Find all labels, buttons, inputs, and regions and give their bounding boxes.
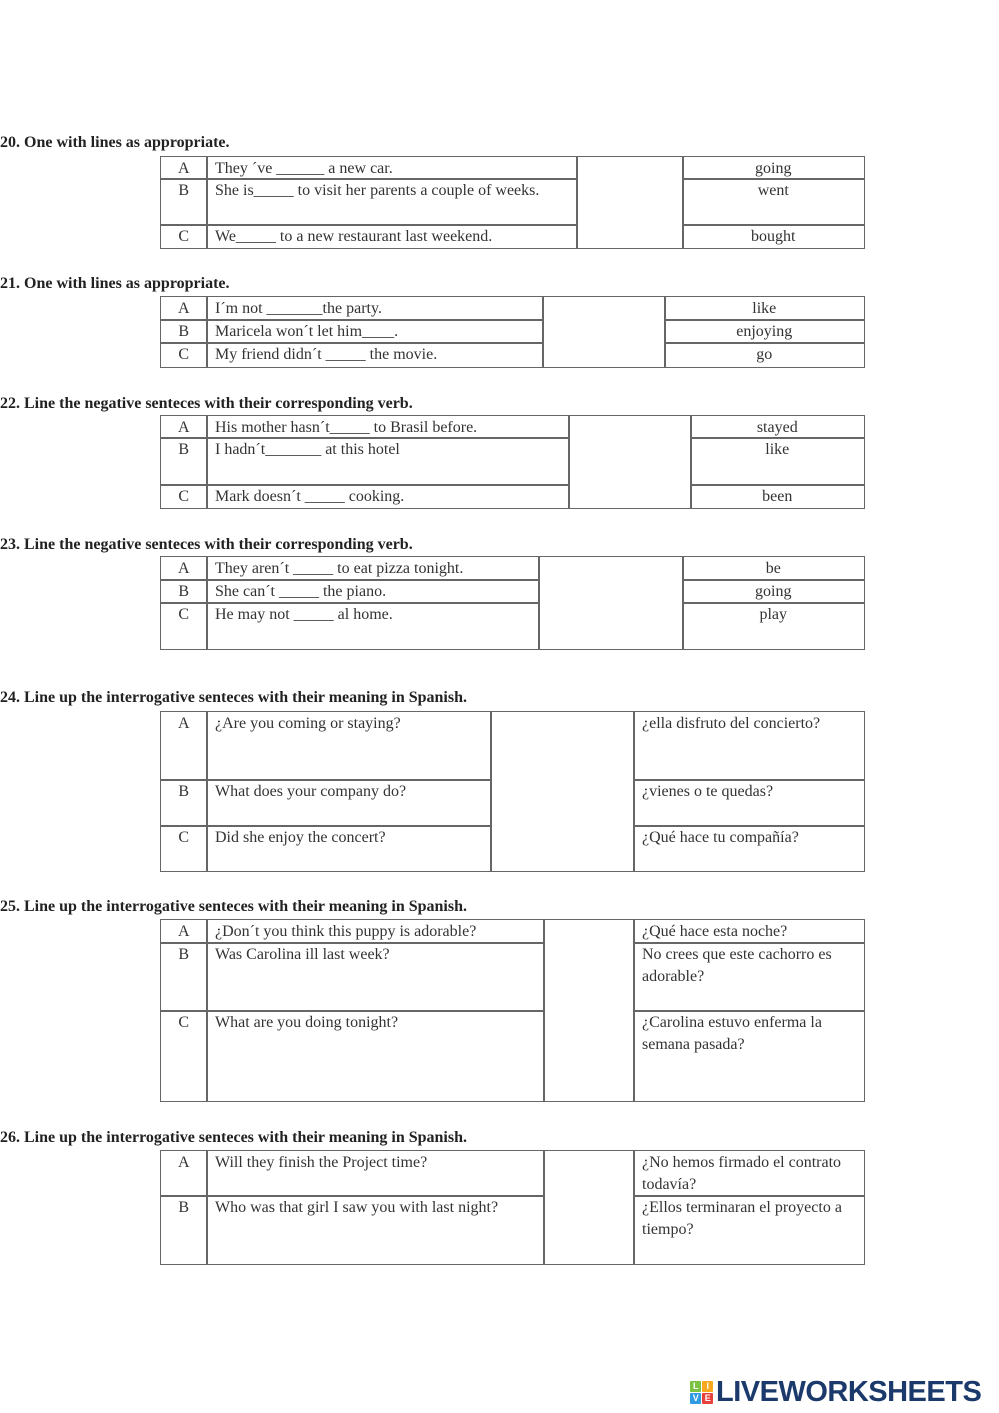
section-title: 24. Line up the interrogative senteces with their meaning in Spanish.: [0, 689, 467, 706]
sentence-cell: Will they finish the Project time?: [206, 1150, 545, 1197]
sentence-cell: My friend didn´t _____ the movie.: [206, 342, 544, 368]
row-letter: B: [160, 178, 208, 226]
row-letter: B: [160, 437, 208, 486]
sentence-cell: Who was that girl I saw you with last night?: [206, 1195, 545, 1265]
row-letter: C: [160, 224, 208, 249]
answer-cell[interactable]: ¿Ellos terminaran el proyecto a tiempo?: [633, 1195, 865, 1265]
row-letter: C: [160, 602, 208, 650]
sentence-cell: I´m not _______the party.: [206, 296, 544, 321]
sentence-cell: Was Carolina ill last week?: [206, 942, 545, 1012]
sentence-cell: Did she enjoy the concert?: [206, 825, 492, 872]
answer-cell[interactable]: No crees que este cachorro es adorable?: [633, 942, 865, 1012]
row-letter: A: [160, 919, 208, 944]
answer-cell[interactable]: go: [664, 342, 865, 368]
sentence-cell: His mother hasn´t_____ to Brasil before.: [206, 415, 570, 439]
row-letter: C: [160, 484, 208, 509]
answer-cell[interactable]: ¿Carolina estuvo enferma la semana pasada?: [633, 1010, 865, 1102]
answer-cell[interactable]: ¿Qué hace tu compañía?: [633, 825, 865, 872]
sentence-cell: Mark doesn´t _____ cooking.: [206, 484, 570, 509]
row-letter: A: [160, 156, 208, 180]
answer-cell[interactable]: be: [682, 556, 865, 581]
section-title: 25. Line up the interrogative senteces with their meaning in Spanish.: [0, 898, 467, 915]
answer-cell[interactable]: bought: [682, 224, 865, 249]
matching-area[interactable]: [543, 919, 635, 1102]
answer-cell[interactable]: play: [682, 602, 865, 650]
logo-badge-icon: [690, 1381, 713, 1404]
sentence-cell: I hadn´t_______ at this hotel: [206, 437, 570, 486]
row-letter: A: [160, 556, 208, 581]
answer-cell[interactable]: ¿ella disfruto del concierto?: [633, 711, 865, 781]
row-letter: A: [160, 296, 208, 321]
sentence-cell: What does your company do?: [206, 779, 492, 827]
matching-area[interactable]: [538, 556, 684, 650]
row-letter: C: [160, 342, 208, 368]
sentence-cell: What are you doing tonight?: [206, 1010, 545, 1102]
sentence-cell: ¿Are you coming or staying?: [206, 711, 492, 781]
row-letter: A: [160, 711, 208, 781]
row-letter: B: [160, 1195, 208, 1265]
section-title: 26. Line up the interrogative senteces with their meaning in Spanish.: [0, 1129, 467, 1146]
answer-cell[interactable]: ¿Qué hace esta noche?: [633, 919, 865, 944]
sentence-cell: Maricela won´t let him____.: [206, 319, 544, 344]
section-title: 22. Line the negative senteces with their corresponding verb.: [0, 395, 413, 412]
sentence-cell: They ´ve ______ a new car.: [206, 156, 578, 180]
answer-cell[interactable]: ¿No hemos firmado el contrato todavía?: [633, 1150, 865, 1197]
row-letter: C: [160, 825, 208, 872]
matching-area[interactable]: [542, 296, 666, 368]
row-letter: A: [160, 1150, 208, 1197]
row-letter: B: [160, 942, 208, 1012]
row-letter: B: [160, 779, 208, 827]
matching-area[interactable]: [543, 1150, 635, 1265]
row-letter: A: [160, 415, 208, 439]
answer-cell[interactable]: enjoying: [664, 319, 865, 344]
answer-cell[interactable]: going: [682, 156, 865, 180]
logo-text: LIVEWORKSHEETS: [716, 1376, 982, 1408]
matching-area[interactable]: [576, 156, 684, 249]
row-letter: B: [160, 319, 208, 344]
sentence-cell: She is_____ to visit her parents a couple of weeks.: [206, 178, 578, 226]
logo-badge-e: E: [702, 1393, 713, 1404]
sentence-cell: ¿Don´t you think this puppy is adorable?: [206, 919, 545, 944]
sentence-cell: They aren´t _____ to eat pizza tonight.: [206, 556, 540, 581]
row-letter: C: [160, 1010, 208, 1102]
answer-cell[interactable]: went: [682, 178, 865, 226]
logo-badge-i: I: [702, 1381, 713, 1392]
answer-cell[interactable]: like: [664, 296, 865, 321]
answer-cell[interactable]: stayed: [690, 415, 865, 439]
sentence-cell: She can´t _____ the piano.: [206, 579, 540, 604]
logo-badge-l: L: [690, 1381, 701, 1392]
row-letter: B: [160, 579, 208, 604]
answer-cell[interactable]: going: [682, 579, 865, 604]
logo-badge-v: V: [690, 1393, 701, 1404]
answer-cell[interactable]: like: [690, 437, 865, 486]
section-title: 21. One with lines as appropriate.: [0, 275, 230, 292]
answer-cell[interactable]: ¿vienes o te quedas?: [633, 779, 865, 827]
section-title: 23. Line the negative senteces with their corresponding verb.: [0, 536, 413, 553]
sentence-cell: He may not _____ al home.: [206, 602, 540, 650]
liveworksheets-logo: [690, 1376, 981, 1409]
matching-area[interactable]: [490, 711, 635, 872]
section-title: 20. One with lines as appropriate.: [0, 134, 230, 151]
matching-area[interactable]: [568, 415, 692, 509]
sentence-cell: We_____ to a new restaurant last weekend.: [206, 224, 578, 249]
answer-cell[interactable]: been: [690, 484, 865, 509]
